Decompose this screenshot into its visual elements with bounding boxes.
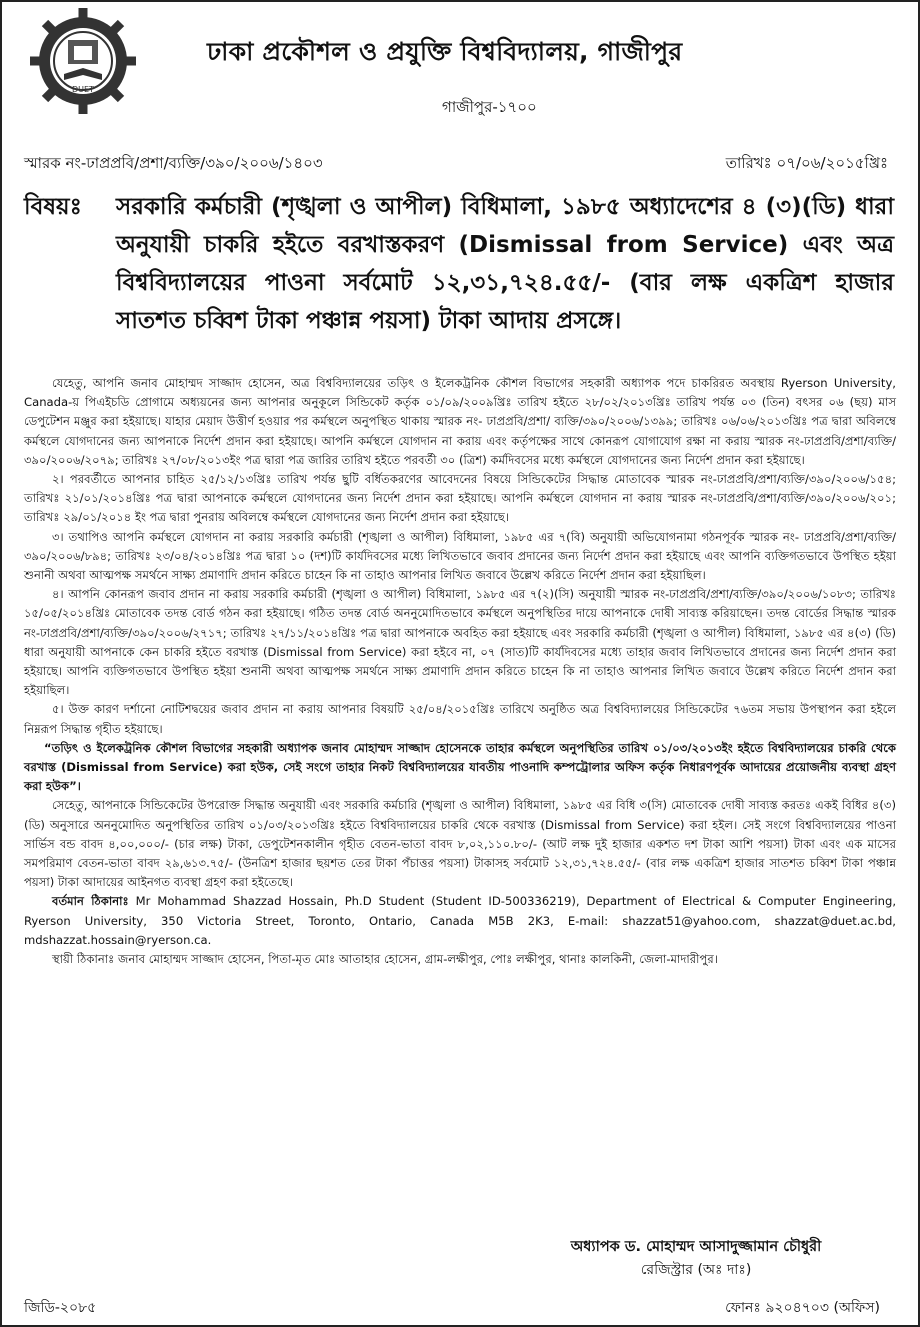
paragraph-1: যেহেতু, আপনি জনাব মোহাম্মদ সাজ্জাদ হোসেন, অত্র বিশ্ববিদ্যালয়ের তড়িৎ ও ইলেকট্রনিক কৌশল বিভাগের সহকারী অধ্যাপক পদে চাকরিরত অবস্থায় Ryerson University, Canada-য় পিএইচডি প্রোগামে অধ্যয়নের জন্য আপনার অনুকূলে সিন্ডিকেট কর্তৃক ০১/০৯/২০০৯খ্রিঃ তারিখ হইতে ২৮/০২/২০১৩খ্রিঃ তারিখ পর্যন্ত ০৩ (তিন) বৎসর ০৬ (ছয়) মাস ডেপুটেশন মঞ্জুর করা হইয়াছে। যাহার মেয়াদ উত্তীর্ণ হওয়ার পর কর্মস্থলে অনুপস্থিত থাকায় স্মারক নং- ঢাপ্রপ্রবি/প্রশা/ ব্যক্তি/৩৯০/২০০৬/১৩৯৯; তারিখঃ ০৬/০৬/২০১৩খ্রিঃ পত্র দ্বারা অবিলম্বে কর্মস্থলে যোগদানের জন্য আপনাকে নির্দেশ প্রদান করা হইয়াছে। আপনি কর্মস্থলে যোগদান না করায় এবং কর্তৃপক্ষের সাথে কোনরূপ যোগাযোগ রক্ষা না করায় স্মারক নং-ঢাপ্রপ্রবি/প্রশা/ব্যক্তি/৩৯০/২০০৬/২০৭৯; তারিখঃ ২৭/০৮/২০১৩ইং পত্র দ্বারা পত্র জারির তারিখ হইতে পরবর্তী ৩০ (ত্রিশ) কর্মদিবসের মধ্যে কর্মস্থলে যোগদানের জন্য নির্দেশ প্রদান করা হইয়াছে। — [24, 376, 896, 467]
paragraph-3: ৩। তথাপিও আপনি কর্মস্থলে যোগদান না করায় সরকারি কর্মচারী (শৃঙ্খলা ও আপীল) বিধিমালা, ১৯৮৫ এর ৭(বি) অনুযায়ী অভিযোগনামা গঠনপূর্বক স্মারক নং- ঢাপ্রপ্রবি/প্রশা/ব্যক্তি/ ৩৯০/২০০৬/৮৯৪; তারিখঃ ২৩/০৪/২০১৪খ্রিঃ পত্র দ্বারা ১০ (দশ)টি কার্যদিবসের মধ্যে লিখিতভাবে জবাব প্রদানের জন্য নির্দেশ প্রদান করা হইয়াছে এবং আপনি ব্যক্তিগতভাবে উপস্থিত হইয়া শুনানী অথবা আত্মপক্ষ সমর্থনে সাক্ষ্য প্রমাণাদি প্রদান করিতে চাহেন কি না তাহাও আপনার লিখিত জবাবে উল্লেখ করিতে নির্দেশ প্রদান করা হইয়াছিল। — [24, 529, 896, 583]
university-address: গাজীপুর-১৭০০ — [442, 98, 537, 116]
svg-text:DUET: DUET — [72, 85, 94, 94]
letter-body — [24, 374, 896, 969]
signatory-name: অধ্যাপক ড. মোহাম্মদ আসাদুজ্জামান চৌধুরী — [570, 1239, 822, 1255]
office-phone: ফোনঃ ৯২০৪৭০৩ (অফিস) — [725, 1300, 880, 1316]
syndicate-decision-quote: “তড়িৎ ও ইলেকট্রনিক কৌশল বিভাগের সহকারী অধ্যাপক জনাব মোহাম্মদ সাজ্জাদ হোসেনকে তাহার কর্মস্থলে অনুপস্থিতির তারিখ ০১/০৩/২০১৩ইং হইতে বিশ্ববিদ্যালয়ের চাকরি থেকে বরখাস্ত (Dismissal from Service) করা হউক, সেই সংগে তাহার নিকট বিশ্ববিদ্যালয়ের যাবতীয় পাওনাদি কম্পট্রোলার অফিস কর্তৃক নিধারণপূর্বক আদায়ের প্রয়োজনীয় ব্যবস্থা গ্রহণ করা হউক”। — [24, 740, 896, 794]
university-title: ঢাকা প্রকৌশল ও প্রযুক্তি বিশ্ববিদ্যালয়, গাজীপুর — [207, 37, 683, 66]
paragraph-5: ৫। উক্ত কারণ দর্শানো নোটিশদ্বয়ের জবাব প্রদান না করায় আপনার বিষয়টি ২৫/০৪/২০১৫খ্রিঃ তারিখে অনুষ্ঠিত অত্র বিশ্ববিদ্যালয়ের সিন্ডিকেটের ৭৬তম সভায় উপস্থাপন করা হইলে নিম্নরূপ সিদ্ধান্ত গৃহীত হইয়াছে। — [24, 702, 896, 736]
paragraph-2: ২। পরবর্তীতে আপনার চাহিত ২৫/১২/১৩খ্রিঃ তারিখ পর্যন্ত ছুটি বর্ধিতকরণের আবেদনের বিষয়ে সিন্ডিকেটের সিদ্ধান্ত মোতাবেক স্মারক নং-ঢাপ্রপ্রবি/প্রশা/ব্যক্তি/৩৯০/২০০৬/১৫৪; তারিখঃ ২১/০১/২০১৪খ্রিঃ পত্র দ্বারা আপনাকে কর্মস্থলে যোগদানের জন্য নির্দেশ প্রদান করা হইয়াছে। আপনি কর্মস্থলে যোগদান না করায় স্মারক নং-ঢাপ্রপ্রবি/প্রশা/ব্যক্তি/৩৯০/২০০৬/২০১; তারিখঃ ২৯/০১/২০১৪ ইং পত্র দ্বারা পুনরায় অবিলম্বে কর্মস্থলে যোগদানের জন্য নির্দেশ প্রদান করা হইয়াছে। — [24, 472, 896, 525]
paragraph-6: সেহেতু, আপনাকে সিন্ডিকেটের উপরোক্ত সিদ্ধান্ত অনুযায়ী এবং সরকারি কর্মচারি (শৃঙ্খলা ও আপীল) বিধিমালা, ১৯৮৫ এর বিধি ৩(সি) মোতাবেক দোষী সাব্যস্ত করতঃ একই বিধির ৪(৩)(ডি) অনুসারে অননুমোদিত অনুপস্থিতির তারিখ ০১/০৩/২০১৩খ্রিঃ হইতে বিশ্ববিদ্যালয়ের চাকরি থেকে বরখাস্ত (Dismissal from Service) করা হইল। সেই সংগে বিশ্ববিদ্যালয়ের পাওনা সার্ভিস বন্ড বাবদ ৪,০০,০০০/- (চার লক্ষ) টাকা, ডেপুটেশনকালীন গৃহীত বেতন-ভাতা বাবদ ৮,০২,১১০.৮০/- (আট লক্ষ দুই হাজার একশত দশ টাকা আশি পয়সা) টাকা এবং এক মাসের সমপরিমাণ বেতন-ভাতা বাবদ ২৯,৬১৩.৭৫/- (উনত্রিশ হাজার ছয়শত তের টাকা পঁচাত্তর পয়সা) টাকাসহ সর্বমোট ১২,৩১,৭২৪.৫৫/- (বার লক্ষ একত্রিশ হাজার সাতশত চব্বিশ টাকা পঞ্চান্ন পয়সা) টাকা আদায়ের আইনগত ব্যবস্থা গ্রহণ করা হইতেছে। — [24, 798, 896, 890]
memo-number: স্মারক নং-ঢাপ্রপ্রবি/প্রশা/ব্যক্তি/৩৯০/২০০৬/১৪০৩ — [24, 154, 323, 172]
subject-label: বিষয়ঃ — [24, 194, 82, 220]
subject-text: সরকারি কর্মচারী (শৃঙ্খলা ও আপীল) বিধিমালা, ১৯৮৫ অধ্যাদেশের ৪ (৩)(ডি) ধারা অনুযায়ী চাকরি হইতে বরখাস্তকরণ (Dismissal from Service) এবং অত্র বিশ্ববিদ্যালয়ের পাওনা সর্বমোট ১২,৩১,৭২৪.৫৫/- (বার লক্ষ একত্রিশ হাজার সাতশত চব্বিশ টাকা পঞ্চান্ন পয়সা) টাকা আদায় প্রসঙ্গে। — [116, 194, 894, 334]
paragraph-4: ৪। আপনি কোনরূপ জবাব প্রদান না করায় সরকারি কর্মচারী (শৃঙ্খলা ও আপীল) বিধিমালা, ১৯৮৫ এর ৭(২)(সি) অনুযায়ী স্মারক নং-ঢাপ্রপ্রবি/প্রশা/ব্যক্তি/৩৯০/২০০৬/১০৮৩; তারিখঃ ১৫/০৫/২০১৪খ্রিঃ মোতাবেক তদন্ত বোর্ড গঠন করা হইয়াছে। গঠিত তদন্ত বোর্ড অননুমোদিতভাবে কর্মস্থলে অনুপস্থিতির দায়ে আপনাকে দোষী সাব্যস্ত করিয়াছেন। তদন্ত বোর্ডের সিদ্ধান্ত স্মারক নং-ঢাপ্রপ্রবি/প্রশা/ব্যক্তি/৩৯০/২০০৬/২৭১৭; তারিখঃ ২৭/১১/২০১৪খ্রিঃ পত্র দ্বারা আপনাকে অবহিত করা হইয়াছে এবং সরকারি কর্মচারী (শৃঙ্খলা ও আপীল) বিধিমালা, ১৯৮৫ এর ৪(৩) (ডি) ধারা অনুযায়ী আপনাকে কেন চাকরি হইতে বরখাস্ত (Dismissal from Service) করা হইবে না, ০৭ (সাত)টি কার্যদিবসের মধ্যে তাহার জবাব লিখিতভাবে প্রদানের জন্য নির্দেশ প্রদান করা হইয়াছে। আপনি ব্যক্তিগতভাবে উপস্থিত হইয়া শুনানী অথবা আত্মপক্ষ সমর্থনে সাক্ষ্য প্রমাণাদি প্রদান করিতে চাহেন কি না তাহাও আপনার লিখিত জবাবে উল্লেখ করিতে নির্দেশ প্রদান করা হইয়াছিল। — [24, 587, 897, 698]
permanent-address: স্থায়ী ঠিকানাঃ জনাব মোহাম্মদ সাজ্জাদ হোসেন, পিতা-মৃত মোঃ আতাহার হোসেন, গ্রাম-লক্ষীপুর, পোঃ লক্ষীপুর, থানাঃ কালকিনী, জেলা-মাদারীপুর। — [52, 952, 718, 967]
subject-block — [24, 188, 894, 340]
gd-number: জিডি-২০৮৫ — [24, 1300, 97, 1316]
present-address — [24, 892, 896, 950]
signatory-designation: রেজিস্ট্রার (অঃ দাঃ) — [640, 1262, 752, 1278]
present-address-label: বর্তমান ঠিকানাঃ — [52, 894, 129, 909]
university-logo — [28, 6, 138, 116]
memo-date: তারিখঃ ০৭/০৬/২০১৫খ্রিঃ — [725, 154, 888, 172]
present-address-text: Mr Mohammad Shazzad Hossain, Ph.D Student (Student ID-500336219), Department of Electrical & Computer Engineering, Ryerson University, 350 Victoria Street, Toronto, Ontario, Canada M5B 2K3, E-mail: shazzat51@yahoo.com, shazzat@duet.ac.bd, mdshazzat.hossain@ryerson.ca. — [24, 894, 897, 947]
signature-block — [506, 1236, 886, 1282]
